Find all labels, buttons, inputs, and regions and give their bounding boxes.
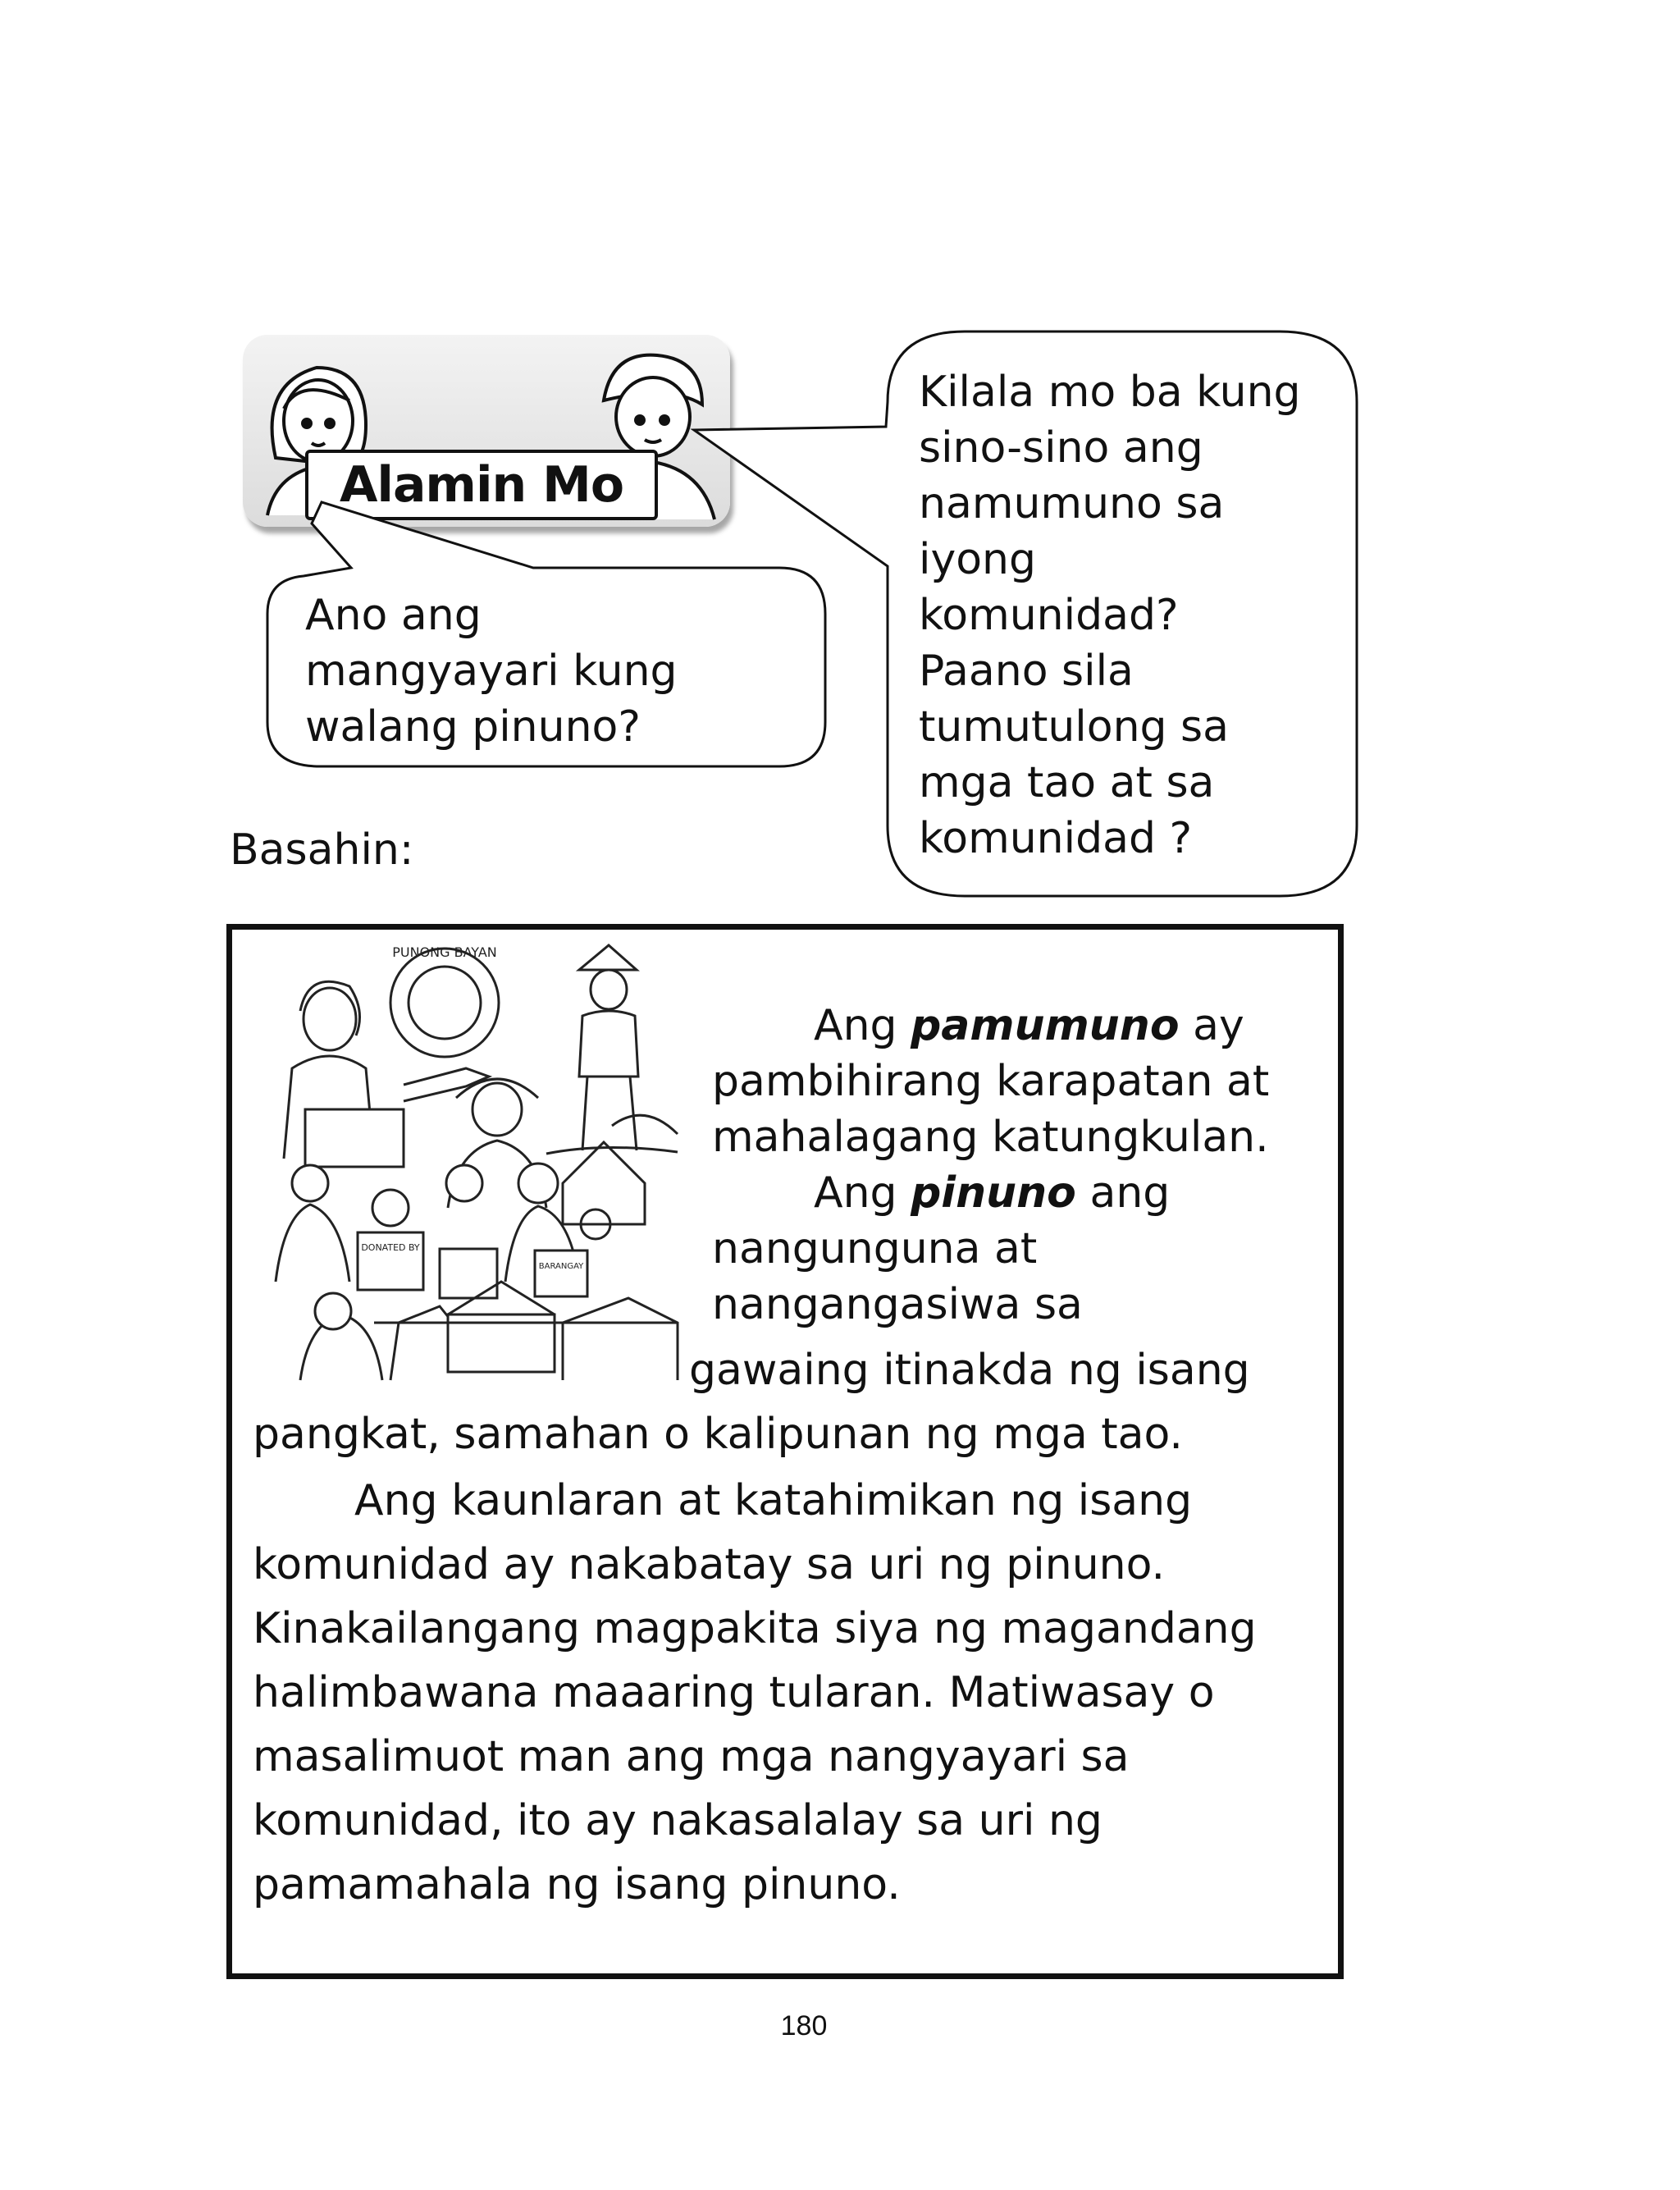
instruction-basahin: Basahin: bbox=[230, 825, 414, 875]
paragraph-pinuno-line2: gawaing itinakda ng isang bbox=[689, 1346, 1250, 1395]
banner-label: Alamin Mo bbox=[305, 450, 658, 520]
term-pinuno: pinuno bbox=[911, 1168, 1076, 1218]
paragraph-kaunlaran: Ang kaunlaran at katahimikan ng isang komunidad ay nakabatay sa uri ng pinuno. Kinakailangang magpakita siya ng magandang halimbawana maaaring tularan. Matiwasay o masalimuot man ang mga nangyayari sa komunidad, ito ay nakasalalay sa uri ng pamamahala ng isang pinuno. bbox=[253, 1476, 1257, 1909]
paragraph-pinuno: Ang pinuno ang nangunguna at nangangasiwa sa bbox=[712, 1168, 1171, 1329]
community-leaders-illustration bbox=[251, 937, 689, 1388]
paragraph-pamumuno: Ang pamumuno ay pambihirang karapatan at mahalagang katungkulan. bbox=[712, 1001, 1270, 1162]
paragraph-pinuno-line3: pangkat, samahan o kalipunan ng mga tao. bbox=[253, 1410, 1183, 1459]
sign-donated: DONATED BY bbox=[361, 1242, 420, 1253]
seal-emblem bbox=[390, 949, 499, 1057]
sign-barangay: BARANGAY bbox=[538, 1262, 584, 1271]
term-pamumuno: pamumuno bbox=[911, 1001, 1180, 1050]
speech-bubbles bbox=[0, 0, 1680, 919]
right-bubble-text: Kilala mo ba kung sino-sino ang namumuno sa iyong komunidad? Paano sila tumutulong sa mga tao at sa komunidad ? bbox=[919, 368, 1301, 863]
page-number: 180 bbox=[780, 2010, 828, 2041]
seal-text: PUNONG BAYAN bbox=[392, 944, 497, 960]
left-bubble-text: Ano ang mangyayari kung walang pinuno? bbox=[305, 591, 678, 752]
